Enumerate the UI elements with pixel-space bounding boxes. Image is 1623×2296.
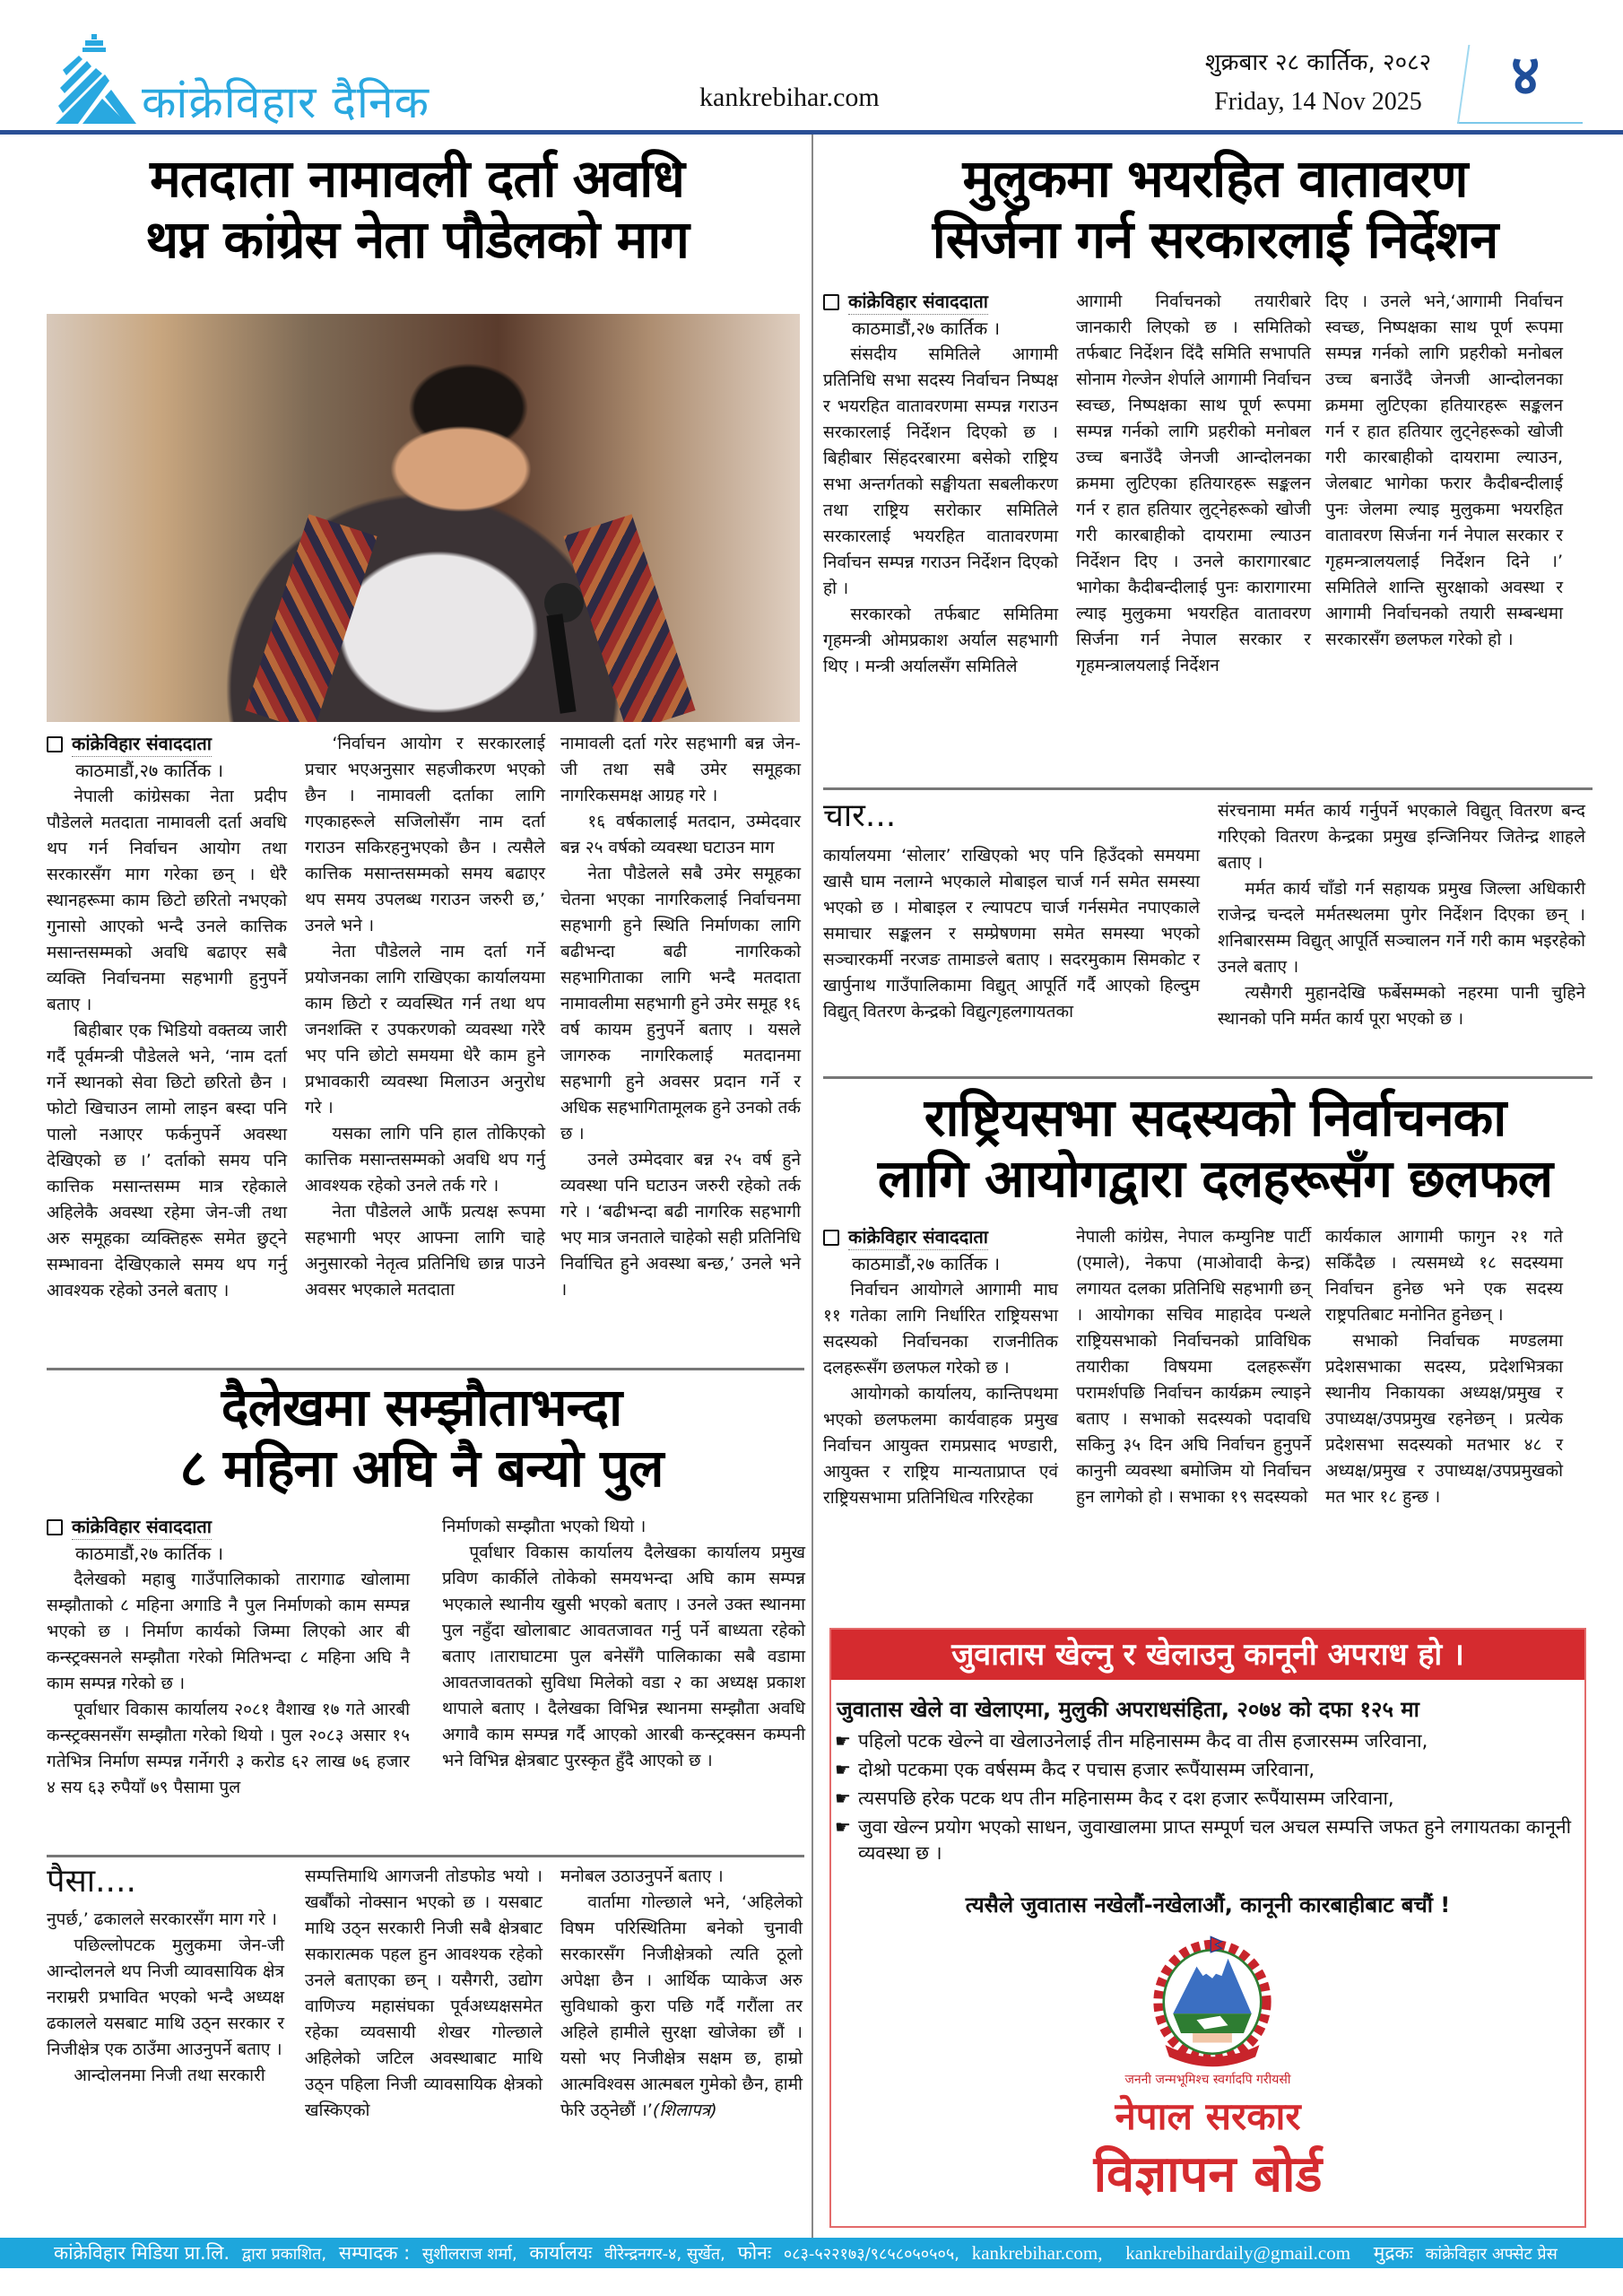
headline-bridge	[36, 1377, 807, 1500]
article-column	[823, 289, 1058, 680]
headline-line: लागि आयोगद्वारा दलहरूसँग छलफल	[877, 1148, 1553, 1210]
headline-line: थप्न कांग्रेस नेता पौडेलको माग	[145, 209, 689, 271]
paragraph: निर्वाचन आयोगले आगामी माघ ११ गतेका लागि निर्धारित राष्ट्रियसभा सदस्यको निर्वाचनका राजनीतिक दलहरूसँग छलफल गरेको छ ।	[823, 1280, 1058, 1378]
byline-box-icon	[823, 294, 839, 310]
paragraph: कार्यालयमा ‘सोलार’ राखिएको भए पनि हिउँदको समयमा खासै घाम नलाग्ने भएकाले मोबाइल चार्ज गर्न समेत समस्या भएको छ । मोबाइल र ल्यापटप चार्ज गर्नसमेत नपाएकाले समाचार सङ्कलन र सम्प्रेषणमा समेत समस्या भएको सञ्चारकर्मी नरजङ तामाङले बताए । सदरमुकाम सिमकोट र खार्पुनाथ गाउँपालिकामा विद्युत् आपूर्ति गर्दै आएको हिल्दुम विद्युत् वितरण केन्द्रको विद्युत्गृहलगायतका	[823, 846, 1200, 1022]
paragraph: पछिल्लोपटक मुलुकमा जेन-जी आन्दोलनले थप निजी व्यावसायिक क्षेत्र नराम्ररी प्रभावित भएको भन्दै अध्यक्ष ढकालले यसबाट माथि उठ्न सरकार र निजीक्षेत्र एक ठाउँमा आउनुपर्ने बताए ।	[47, 1935, 284, 2059]
paragraph: दिए । उनले भने,‘आगामी निर्वाचन स्वच्छ, निष्पक्षका साथ पूर्ण रूपमा सम्पन्न गर्नको लागि प्रहरीको मनोबल उच्च बनाउँदै जेनजी आन्दोलनका क्रममा लुटिएका हतियारहरू सङ्कलन गर्न र हात हतियार लुट्नेहरूको खोजी गरी कारबाहीको दायरामा ल्याउन, जेलबाट भागेका फरार कैदीबन्दीलाई पुनः जेलमा ल्याइ मुलुकमा भयरहित वातावरण सिर्जना गर्न नेपाल सरकार र गृहमन्त्रालयलाई निर्देशन दिने ।’ समितिले शान्ति सुरक्षाको अवस्था र आगामी निर्वाचनको तयारी सम्बन्धमा सरकारसँग छलफल गरेको हो ।	[1325, 291, 1563, 649]
paragraph: सभाको निर्वाचक मण्डलमा प्रदेशसभाका सदस्य, प्रदेशभित्रका स्थानीय निकायका अध्यक्ष/प्रमुख र उपाध्यक्ष/उपप्रमुख रहनेछन् । प्रत्येक प्रदेशसभा सदस्यको मतभार ४८ र अध्यक्ष/प्रमुख र उपाध्यक्ष/उपप्रमुखको मत भार १८ हुन्छ ।	[1325, 1331, 1563, 1507]
byline: कांक्रेविहार संवाददाता	[823, 1224, 1058, 1250]
footer-email[interactable]: kankrebihardaily@gmail.com	[1125, 2242, 1351, 2264]
article-column	[1218, 798, 1585, 1032]
paragraph: सम्पत्तिमाथि आगजनी तोडफोड भयो । खर्बौंको नोक्सान भएको छ । यसबाट माथि उठ्न सरकारी निजी सबै क्षेत्रबाट सकारात्मक पहल हुन आवश्यक रहेको उनले बताएका छन् । यसैगरी, उद्योग वाणिज्य महासंघका पूर्वअध्यक्षसमेत रहेका व्यवसायी शेखर गोल्छाले अहिलेको जटिल अवस्थाबाट माथि उठ्न पहिला निजी व्यावसायिक क्षेत्रको खस्किएको	[305, 1866, 542, 2120]
paragraph: नेपाली कांग्रेस, नेपाल कम्युनिष्ट पार्टी (एमाले), नेकपा (माओवादी केन्द्र) लगायत दलका प्रतिनिधि सहभागी छन् । आयोगका सचिव माहादेव पन्थले राष्ट्रियसभाको निर्वाचनको प्राविधिक तयारीका विषयमा दलहरूसँग परामर्शपछि निर्वाचन कार्यक्रम ल्याइने बताए । सभाको सदस्यको पदावधि सकिनु ३५ दिन अघि निर्वाचन हुनुपर्ने कानुनी व्यवस्था बमोजिम यो निर्वाचन हुन लागेको हो । सभाका १९ सदस्यको	[1076, 1227, 1311, 1507]
nepal-emblem-icon	[1150, 1935, 1275, 2069]
article-column	[1076, 289, 1311, 679]
date-nepali: शुक्रबार २८ कार्तिक, २०८२	[1204, 49, 1432, 76]
article-column	[442, 1514, 805, 1774]
paragraph: मर्मत कार्य चाँडो गर्न सहायक प्रमुख जिल्ला अधिकारी राजेन्द्र चन्दले मर्मतस्थलमा पुगेर निर्देशन दिएका छन् । शनिबारसम्म विद्युत् आपूर्ति सञ्चालन गर्ने गरी काम भइरहेको उनले बताए ।	[1218, 879, 1585, 977]
masthead	[0, 0, 1623, 135]
date-english: Friday, 14 Nov 2025	[1214, 88, 1422, 116]
headline-line: राष्ट्रियसभा सदस्यको निर्वाचनका	[924, 1087, 1506, 1148]
column-divider	[812, 135, 813, 2238]
dateline: काठमाडौं,२७ कार्तिक ।	[852, 1253, 1001, 1274]
newspaper-name: कांक्रेविहार दैनिक	[142, 76, 430, 128]
advertisement	[829, 1628, 1586, 2228]
paragraph: नामावली दर्ता गरेर सहभागी बन्न जेन-जी तथा सबै उमेर समूहका नागरिकसमक्ष आग्रह गरे ।	[560, 734, 801, 805]
pointing-hand-icon: ☛	[835, 1730, 851, 1752]
paragraph: निर्माणको सम्झौता भएको थियो ।	[442, 1517, 647, 1536]
paragraph: पूर्वाधार विकास कार्यालय दैलेखका कार्यालय प्रमुख प्रविण कार्कीले तोकेको समयभन्दा अघि काम सम्पन्न भएकाले स्थानीय खुसी भएको बताए । उनले उक्त स्थानमा पुल नहुँदा खोलाबाट आवतजावत गर्नु पर्ने बाध्यता रहेको बताए ।ताराघाटमा पुल बनेसँगै पालिकाका सबै वडामा आवतजावतको सुविधा मिलेको वडा २ का अध्यक्ष प्रकाश थापाले बताए । दैलेखका विभिन्न स्थानमा सम्झौता अवधि अगावै काम सम्पन्न गर्दै आएको आरबी कन्स्ट्रक्सन कम्पनी भने विभिन्न क्षेत्रबाट पुरस्कृत हुँदै आएको छ ।	[442, 1543, 805, 1770]
article-photo	[47, 314, 800, 722]
emblem-motto: जननी जन्मभूमिश्च स्वर्गादपि गरीयसी	[1124, 2073, 1291, 2087]
section-divider	[823, 1076, 1593, 1079]
headline-rastriya-sabha	[820, 1087, 1610, 1210]
byline: कांक्रेविहार संवाददाता	[823, 289, 1058, 315]
footer-office-label: कार्यालयः	[529, 2242, 593, 2264]
article-column	[823, 1224, 1058, 1511]
dateline: काठमाडौं,२७ कार्तिक ।	[75, 760, 224, 781]
headline-line: दैलेखमा सम्झौताभन्दा	[221, 1377, 622, 1438]
footer-editor-label: सम्पादक :	[338, 2242, 411, 2264]
footer-website[interactable]: kankrebihar.com,	[971, 2242, 1103, 2264]
microphone-handle	[546, 613, 576, 713]
ad-bullet: ☛ दोश्रो पटकमा एक वर्षसम्म कैद र पचास हजार रूपैंयासम्म जरिवाना,	[835, 1757, 1579, 1783]
paragraph: नेता पौडेलले नाम दर्ता गर्ने प्रयोजनका लागि राखिएका कार्यालयमा काम छिटो र व्यवस्थित गर्न तथा थप जनशक्ति र उपकरणको व्यवस्था गरेरै भए पनि छोटो समयमा धेरै काम हुने प्रभावकारी व्यवस्था मिलाउन अनुरोध गरे ।	[305, 942, 545, 1118]
byline: कांक्रेविहार संवाददाता	[47, 731, 287, 757]
section-divider	[823, 787, 1593, 790]
ad-bullet: ☛ जुवा खेल्न प्रयोग भएको साधन, जुवाखालमा प्राप्त सम्पूर्ण चल अचल सम्पत्ति जफत हुने लगायतका कानूनी व्यवस्था छ ।	[835, 1814, 1579, 1866]
paragraph-text: वार्तामा गोल्छाले भने, ‘अहिलेको विषम परिस्थितिमा बनेको चुनावी सरकारसँग निजीक्षेत्रको त्यति ठूलो अपेक्षा छैन । आर्थिक प्याकेज अरु सुविधाको कुरा पछि गर्दै गरौंला तर अहिले हामीले सुरक्षा खोजेका छौं । यसो भए निजीक्षेत्र सक्षम छ, हाम्रो आत्मविश्वस आत्मबल गुमेको छैन, हामी फेरि उठ्नेछौं ।’	[560, 1892, 803, 2120]
byline-box-icon	[823, 1230, 839, 1246]
paragraph: संरचनामा मर्मत कार्य गर्नुपर्ने भएकाले विद्युत् वितरण बन्द गरिएको वितरण केन्द्रका प्रमुख इन्जिनियर जितेन्द्र शाहले बताए ।	[1218, 801, 1585, 873]
ad-org: नेपाल सरकार	[1115, 2094, 1301, 2138]
ad-banner: जुवातास खेल्नु र खेलाउनु कानूनी अपराध हो ।	[831, 1630, 1584, 1680]
headline-voter	[36, 148, 798, 271]
article-column	[560, 731, 801, 1303]
dateline: काठमाडौं,२७ कार्तिक ।	[75, 1543, 224, 1564]
headline-line: सिर्जना गर्न सरकारलाई निर्देशन	[932, 209, 1498, 271]
article-column	[1325, 1224, 1563, 1510]
subheading: १६ वर्षकालाई मतदान, उम्मेदवार बन्न २५ वर्षको व्यवस्था घटाउन माग	[560, 812, 801, 857]
newspaper-logo-icon	[56, 34, 141, 126]
paragraph: त्यसैगरी मुहानदेखि फर्बेसम्मको नहरमा पानी चुहिने स्थानको पनि मर्मत कार्य पूरा भएको छ ।	[1218, 983, 1585, 1029]
article-column	[560, 1864, 803, 2124]
paragraph: बिहीबार एक भिडियो वक्तव्य जारी गर्दै पूर्वमन्त्री पौडेलले भने, ‘नाम दर्ता गर्ने स्थानको सेवा छिटो छरितो छैन । फोटो खिचाउन लामो लाइन बस्दा पनि पालो नआएर फर्कनुपर्ने अवस्था देखिएको छ ।’ दर्ताको समय पनि कात्तिक मसान्तसम्म मात्र रहेकाले अहिलेकै अवस्था रहेमा जेन-जी तथा अरु समूहका व्यक्तिहरू समेत छुट्ने सम्भावना देखिएकाले समय थप गर्नु आवश्यक रहेको उनले बताए ।	[47, 1021, 287, 1300]
footer-printer-label: मुद्रकः	[1373, 2242, 1413, 2264]
footer-office: वीरेन्द्रनगर-४, सुर्खेत,	[604, 2245, 725, 2264]
paragraph: उनले उम्मेदवार बन्न २५ वर्ष हुने व्यवस्था पनि घटाउन जरुरी रहेको तर्क गरे । ‘बढीभन्दा बढी नागरिक सहभागी भए मात्र जनताले चाहेको सही प्रतिनिधि निर्वाचित हुने अवस्था बन्छ,’ उनले भने ।	[560, 1150, 801, 1300]
article-column	[47, 1907, 284, 2089]
paragraph: ‘निर्वाचन आयोग र सरकारलाई प्रचार भएअनुसार सहजीकरण भएको छैन । नामावली दर्ताका लागि गएकाहरूले सजिलोसँग नाम दर्ता गराउन सकिरहनुभएको छैन । त्यसैले कात्तिक मसान्तसम्मको समय बढाएर थप समय उपलब्ध गराउन जरुरी छ,’ उनले भने ।	[305, 734, 545, 935]
page-number: ४	[1511, 42, 1541, 108]
paragraph: यसका लागि पनि हाल तोकिएको कात्तिक मसान्तसम्मको अवधि थप गर्नु आवश्यक रहेको उनले तर्क गरे ।	[305, 1124, 545, 1196]
article-column	[823, 843, 1200, 1025]
scarf-shape	[245, 514, 377, 722]
pointing-hand-icon: ☛	[835, 1759, 851, 1780]
pointing-hand-icon: ☛	[835, 1816, 851, 1838]
ad-bullet: ☛ त्यसपछि हरेक पटक थप तीन महिनासम्म कैद र दश हजार रूपैंयासम्म जरिवाना,	[835, 1786, 1579, 1812]
site-url[interactable]: kankrebihar.com	[699, 83, 880, 112]
ad-lead: जुवातास खेले वा खेलाएमा, मुलुकी अपराधसंहिता, २०७४ को दफा १२५ मा	[837, 1697, 1419, 1722]
section-divider	[47, 1855, 804, 1857]
section-divider	[47, 1368, 804, 1370]
paragraph	[560, 1890, 803, 2124]
footer-printer: कांक्रेविहार अफ्सेट प्रेस	[1425, 2245, 1558, 2264]
paragraph: दैलेखको महाबु गाउँपालिकाको तारागाढ खोलामा सम्झौताको ८ महिना अगाडि नै पुल निर्माणको काम सम्पन्न भएको छ । निर्माण कार्यको जिम्मा लिएको आर बी कन्स्ट्रक्सनले सम्झौता गरेको मितिभन्दा ८ महिना अघि नै काम सम्पन्न गरेको छ ।	[47, 1570, 410, 1693]
article-column	[1325, 289, 1563, 653]
headline-line: मतदाता नामावली दर्ता अवधि	[150, 148, 684, 209]
paragraph: आयोगको कार्यालय, कान्तिपथमा भएको छलफलमा कार्यवाहक प्रमुख निर्वाचन आयुक्त रामप्रसाद भण्डारी, आयुक्त र राष्ट्रिय मान्यताप्राप्त एवं राष्ट्रियसभामा प्रतिनिधित्व गरिरहेका	[823, 1384, 1058, 1508]
footer-editor: सुशीलराज शर्मा,	[421, 2245, 517, 2264]
jump-label-char: चार...	[823, 797, 897, 834]
jump-label-paisa: पैसा....	[47, 1863, 136, 1900]
source-credit: (शिलापत्र)	[652, 2100, 717, 2120]
headline-line: मुलुकमा भयरहित वातावरण	[962, 148, 1468, 209]
article-column	[47, 731, 287, 1304]
paragraph: संसदीय समितिले आगामी प्रतिनिधि सभा सदस्य निर्वाचन निष्पक्ष र भयरहित वातावरणमा सम्पन्न गराउन सरकारलाई निर्देशन दिएको छ । बिहीबार सिंहदरबारमा बसेको राष्ट्रिय सभा अन्तर्गतको सङ्घीयता सबलीकरण तथा राष्ट्रिय सरोकार समितिले सरकारलाई भयरहित वातावरणमा निर्वाचन सम्पन्न गराउन निर्देशन दिएको हो ।	[823, 344, 1058, 598]
headline-line: ८ महिना अघि नै बन्यो पुल	[179, 1438, 664, 1500]
dateline: काठमाडौं,२७ कार्तिक ।	[852, 317, 1001, 339]
article-column	[1076, 1224, 1311, 1510]
article-column	[305, 1864, 542, 2124]
paragraph: नेता पौडेलले आफैं प्रत्यक्ष रूपमा सहभागी भएर आफ्ना लागि चाहे अनुसारको नेतृत्व प्रतिनिधि छान्न पाउने अवसर भएकाले मतदाता	[305, 1202, 545, 1300]
footer-published-by: द्वारा प्रकाशित,	[241, 2245, 327, 2264]
paragraph: सरकारको तर्फबाट समितिमा गृहमन्त्री ओमप्रकाश अर्याल सहभागी थिए । मन्त्री अर्यालसँग समितिले	[823, 604, 1058, 676]
paragraph: नेपाली कांग्रेसका नेता प्रदीप पौडेलले मतदाता नामावली दर्ता अवधि थप गर्न निर्वाचन आयोग तथा सरकारसँग माग गरेका छन् । धेरै स्थानहरूमा काम छिटो छरितो नभएको गुनासो आएको भन्दै उनले कात्तिक मसान्तसम्मको अवधि बढाएर सबै व्यक्ति निर्वाचनमा सहभागी हुनुपर्ने बताए ।	[47, 787, 287, 1014]
ad-board: विज्ञापन बोर्ड	[1093, 2145, 1323, 2204]
scarf-shape	[563, 514, 695, 722]
headline-security	[820, 148, 1610, 271]
footer-phone-label: फोनः	[737, 2242, 772, 2264]
byline: कांक्रेविहार संवाददाता	[47, 1514, 410, 1540]
footer-imprint	[0, 2238, 1623, 2268]
article-column	[47, 1514, 410, 1801]
footer-publisher: कांक्रेविहार मिडिया प्रा.लि.	[54, 2242, 230, 2264]
paragraph: नेता पौडेलले सबै उमेर समूहका चेतना भएका नागरिकलाई निर्वाचनमा सहभागी हुने स्थिति निर्माणका लागि बढीभन्दा बढी नागरिकको सहभागिताका लागि भन्दै मतदाता नामावलीमा सहभागी हुने उमेर समूह १६ वर्ष कायम हुनुपर्ने बताए । यसले जागरुक नागरिकलाई मतदानमा सहभागी हुने अवसर प्रदान गर्ने र अधिक सहभागितामूलक हुने उनको तर्क छ ।	[560, 864, 801, 1144]
footer-phone: ०८३-५२२१७३/९८५८०५०५०५,	[783, 2245, 959, 2264]
paragraph: पूर्वाधार विकास कार्यालय २०८१ वैशाख १७ गते आरबी कन्स्ट्रक्सनसँग सम्झौता गरेको थियो । पुल २०८३ असार १५ गतेभित्र निर्माण सम्पन्न गर्नेगरी ३ करोड ६२ लाख ७६ हजार ४ सय ६३ रुपैयाँ ७९ पैसामा पुल	[47, 1700, 410, 1797]
ad-closing: त्यसैले जुवातास नखेलौं-नखेलाऔं, कानूनी कारबाहीबाट बचौं !	[965, 1892, 1451, 1918]
paragraph: आगामी निर्वाचनको तयारीबारे जानकारी लिएको छ । समितिको तर्फबाट निर्देशन दिंदै समिति सभापति सोनाम गेल्जेन शेर्पाले आगामी निर्वाचन स्वच्छ, निष्पक्षका साथ पूर्ण रूपमा सम्पन्न गर्नको लागि प्रहरीको मनोबल उच्च बनाउँदै जेनजी आन्दोलनका क्रममा लुटिएका हतियारहरू सङ्कलन गर्न र हात हतियार लुट्नेहरूको खोजी गरी कारबाहीको दायरामा ल्याउन निर्देशन दिए । उनले कारागारबाट भागेका कैदीबन्दीलाई पुनः कारागारमा ल्याइ मुलुकमा भयरहित वातावरण सिर्जना गर्न नेपाल सरकार र गृहमन्त्रालयलाई निर्देशन	[1076, 291, 1311, 675]
paragraph: मनोबल उठाउनुपर्ने बताए ।	[560, 1866, 724, 1886]
ad-bullet: ☛ पहिलो पटक खेल्ने वा खेलाउनेलाई तीन महिनासम्म कैद वा तीस हजारसम्म जरिवाना,	[835, 1728, 1579, 1754]
byline-box-icon	[47, 1519, 63, 1535]
article-column	[305, 731, 545, 1303]
paragraph: कार्यकाल आगामी फागुन २१ गते सकिँदैछ । त्यसमध्ये १८ सदस्यमा निर्वाचन हुनेछ भने एक सदस्य राष्ट्रपतिबाट मनोनित हुनेछन् ।	[1325, 1227, 1563, 1325]
pointing-hand-icon: ☛	[835, 1787, 851, 1809]
paragraph: नुपर्छ,’ ढकालले सरकारसँग माग गरे ।	[47, 1909, 277, 1929]
byline-box-icon	[47, 736, 63, 752]
paragraph: आन्दोलनमा निजी तथा सरकारी	[74, 2066, 265, 2085]
